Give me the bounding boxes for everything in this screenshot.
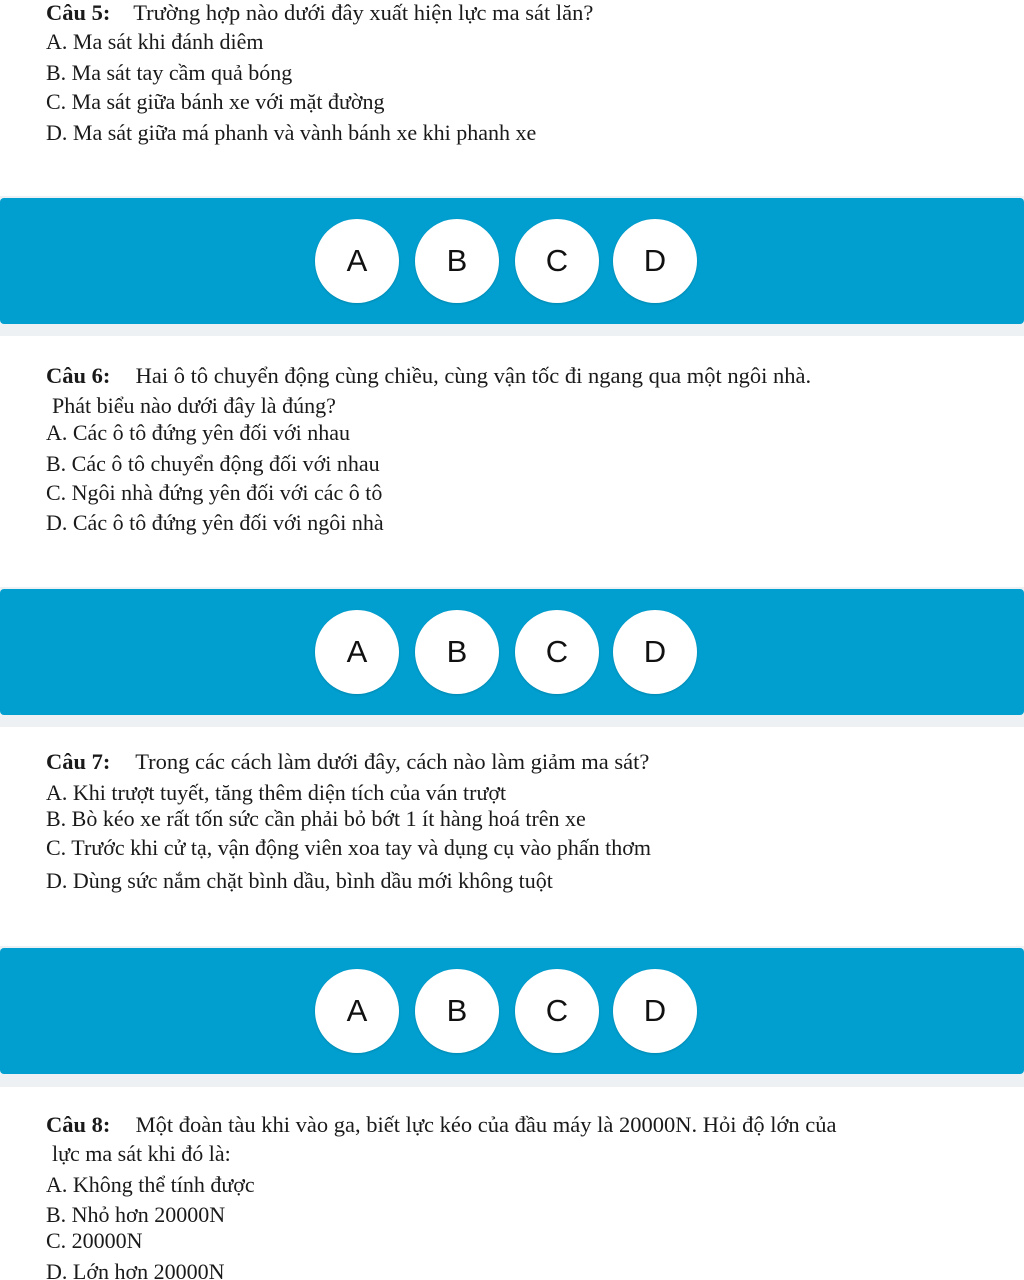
question-5-option-a: A. Ma sát khi đánh diêm [46, 29, 264, 54]
answer-bar-7 [0, 948, 1024, 1074]
question-5-title [46, 0, 593, 26]
answer-button-b[interactable]: B [415, 610, 499, 694]
question-8-text: Một đoàn tàu khi vào ga, biết lực kéo của đầu máy là 20000N. Hỏi độ lớn của [135, 1112, 837, 1137]
question-7-option-a: A. Khi trượt tuyết, tăng thêm diện tích của ván trượt [46, 780, 507, 805]
question-card-8 [0, 1087, 1024, 1280]
question-6-title [46, 363, 811, 389]
question-6-option-d: D. Các ô tô đứng yên đối với ngôi nhà [46, 510, 384, 535]
question-card-7 [0, 727, 1024, 946]
question-7-text: Trong các cách làm dưới đây, cách nào làm giảm ma sát? [135, 749, 650, 774]
question-6-option-b: B. Các ô tô chuyển động đối với nhau [46, 451, 380, 476]
question-8-label: Câu 8: [46, 1112, 111, 1137]
question-6-option-a: A. Các ô tô đứng yên đối với nhau [46, 420, 351, 445]
question-8-option-c: C. 20000N [46, 1228, 143, 1253]
question-8-option-d: D. Lớn hơn 20000N [46, 1259, 225, 1280]
question-7-label: Câu 7: [46, 749, 111, 774]
question-card-5 [0, 0, 1024, 196]
question-6-label: Câu 6: [46, 363, 111, 388]
answer-button-a[interactable]: A [315, 219, 399, 303]
answer-button-d[interactable]: D [613, 969, 697, 1053]
question-card-6 [0, 336, 1024, 587]
answer-button-c[interactable]: C [515, 610, 599, 694]
answer-button-a[interactable]: A [315, 969, 399, 1053]
question-5-option-d: D. Ma sát giữa má phanh và vành bánh xe khi phanh xe [46, 120, 537, 145]
question-5-label: Câu 5: [46, 0, 111, 25]
question-5-option-c: C. Ma sát giữa bánh xe với mặt đường [46, 89, 385, 114]
question-7-option-b: B. Bò kéo xe rất tốn sức cần phải bỏ bớt 1 ít hàng hoá trên xe [46, 806, 586, 831]
question-6-text-line2: Phát biểu nào dưới đây là đúng? [52, 393, 336, 418]
question-5-option-b: B. Ma sát tay cầm quả bóng [46, 60, 293, 85]
question-6-text: Hai ô tô chuyển động cùng chiều, cùng vận tốc đi ngang qua một ngôi nhà. [135, 363, 812, 388]
question-7-option-c: C. Trước khi cử tạ, vận động viên xoa tay và dụng cụ vào phấn thơm [46, 835, 651, 860]
answer-button-a[interactable]: A [315, 610, 399, 694]
answer-bar-6 [0, 589, 1024, 715]
answer-button-c[interactable]: C [515, 219, 599, 303]
question-7-option-d: D. Dùng sức nắm chặt bình dầu, bình dầu mới không tuột [46, 868, 553, 893]
question-8-option-a: A. Không thể tính được [46, 1172, 255, 1197]
answer-bar-5 [0, 198, 1024, 324]
answer-button-c[interactable]: C [515, 969, 599, 1053]
question-8-option-b: B. Nhỏ hơn 20000N [46, 1202, 226, 1227]
answer-button-d[interactable]: D [613, 610, 697, 694]
question-8-title [46, 1112, 836, 1138]
answer-button-b[interactable]: B [415, 969, 499, 1053]
question-8-text-line2: lực ma sát khi đó là: [52, 1141, 231, 1166]
answer-button-d[interactable]: D [613, 219, 697, 303]
question-6-option-c: C. Ngôi nhà đứng yên đối với các ô tô [46, 480, 383, 505]
question-5-text: Trường hợp nào dưới đây xuất hiện lực ma sát lăn? [133, 0, 594, 25]
answer-button-b[interactable]: B [415, 219, 499, 303]
question-7-title [46, 749, 649, 775]
